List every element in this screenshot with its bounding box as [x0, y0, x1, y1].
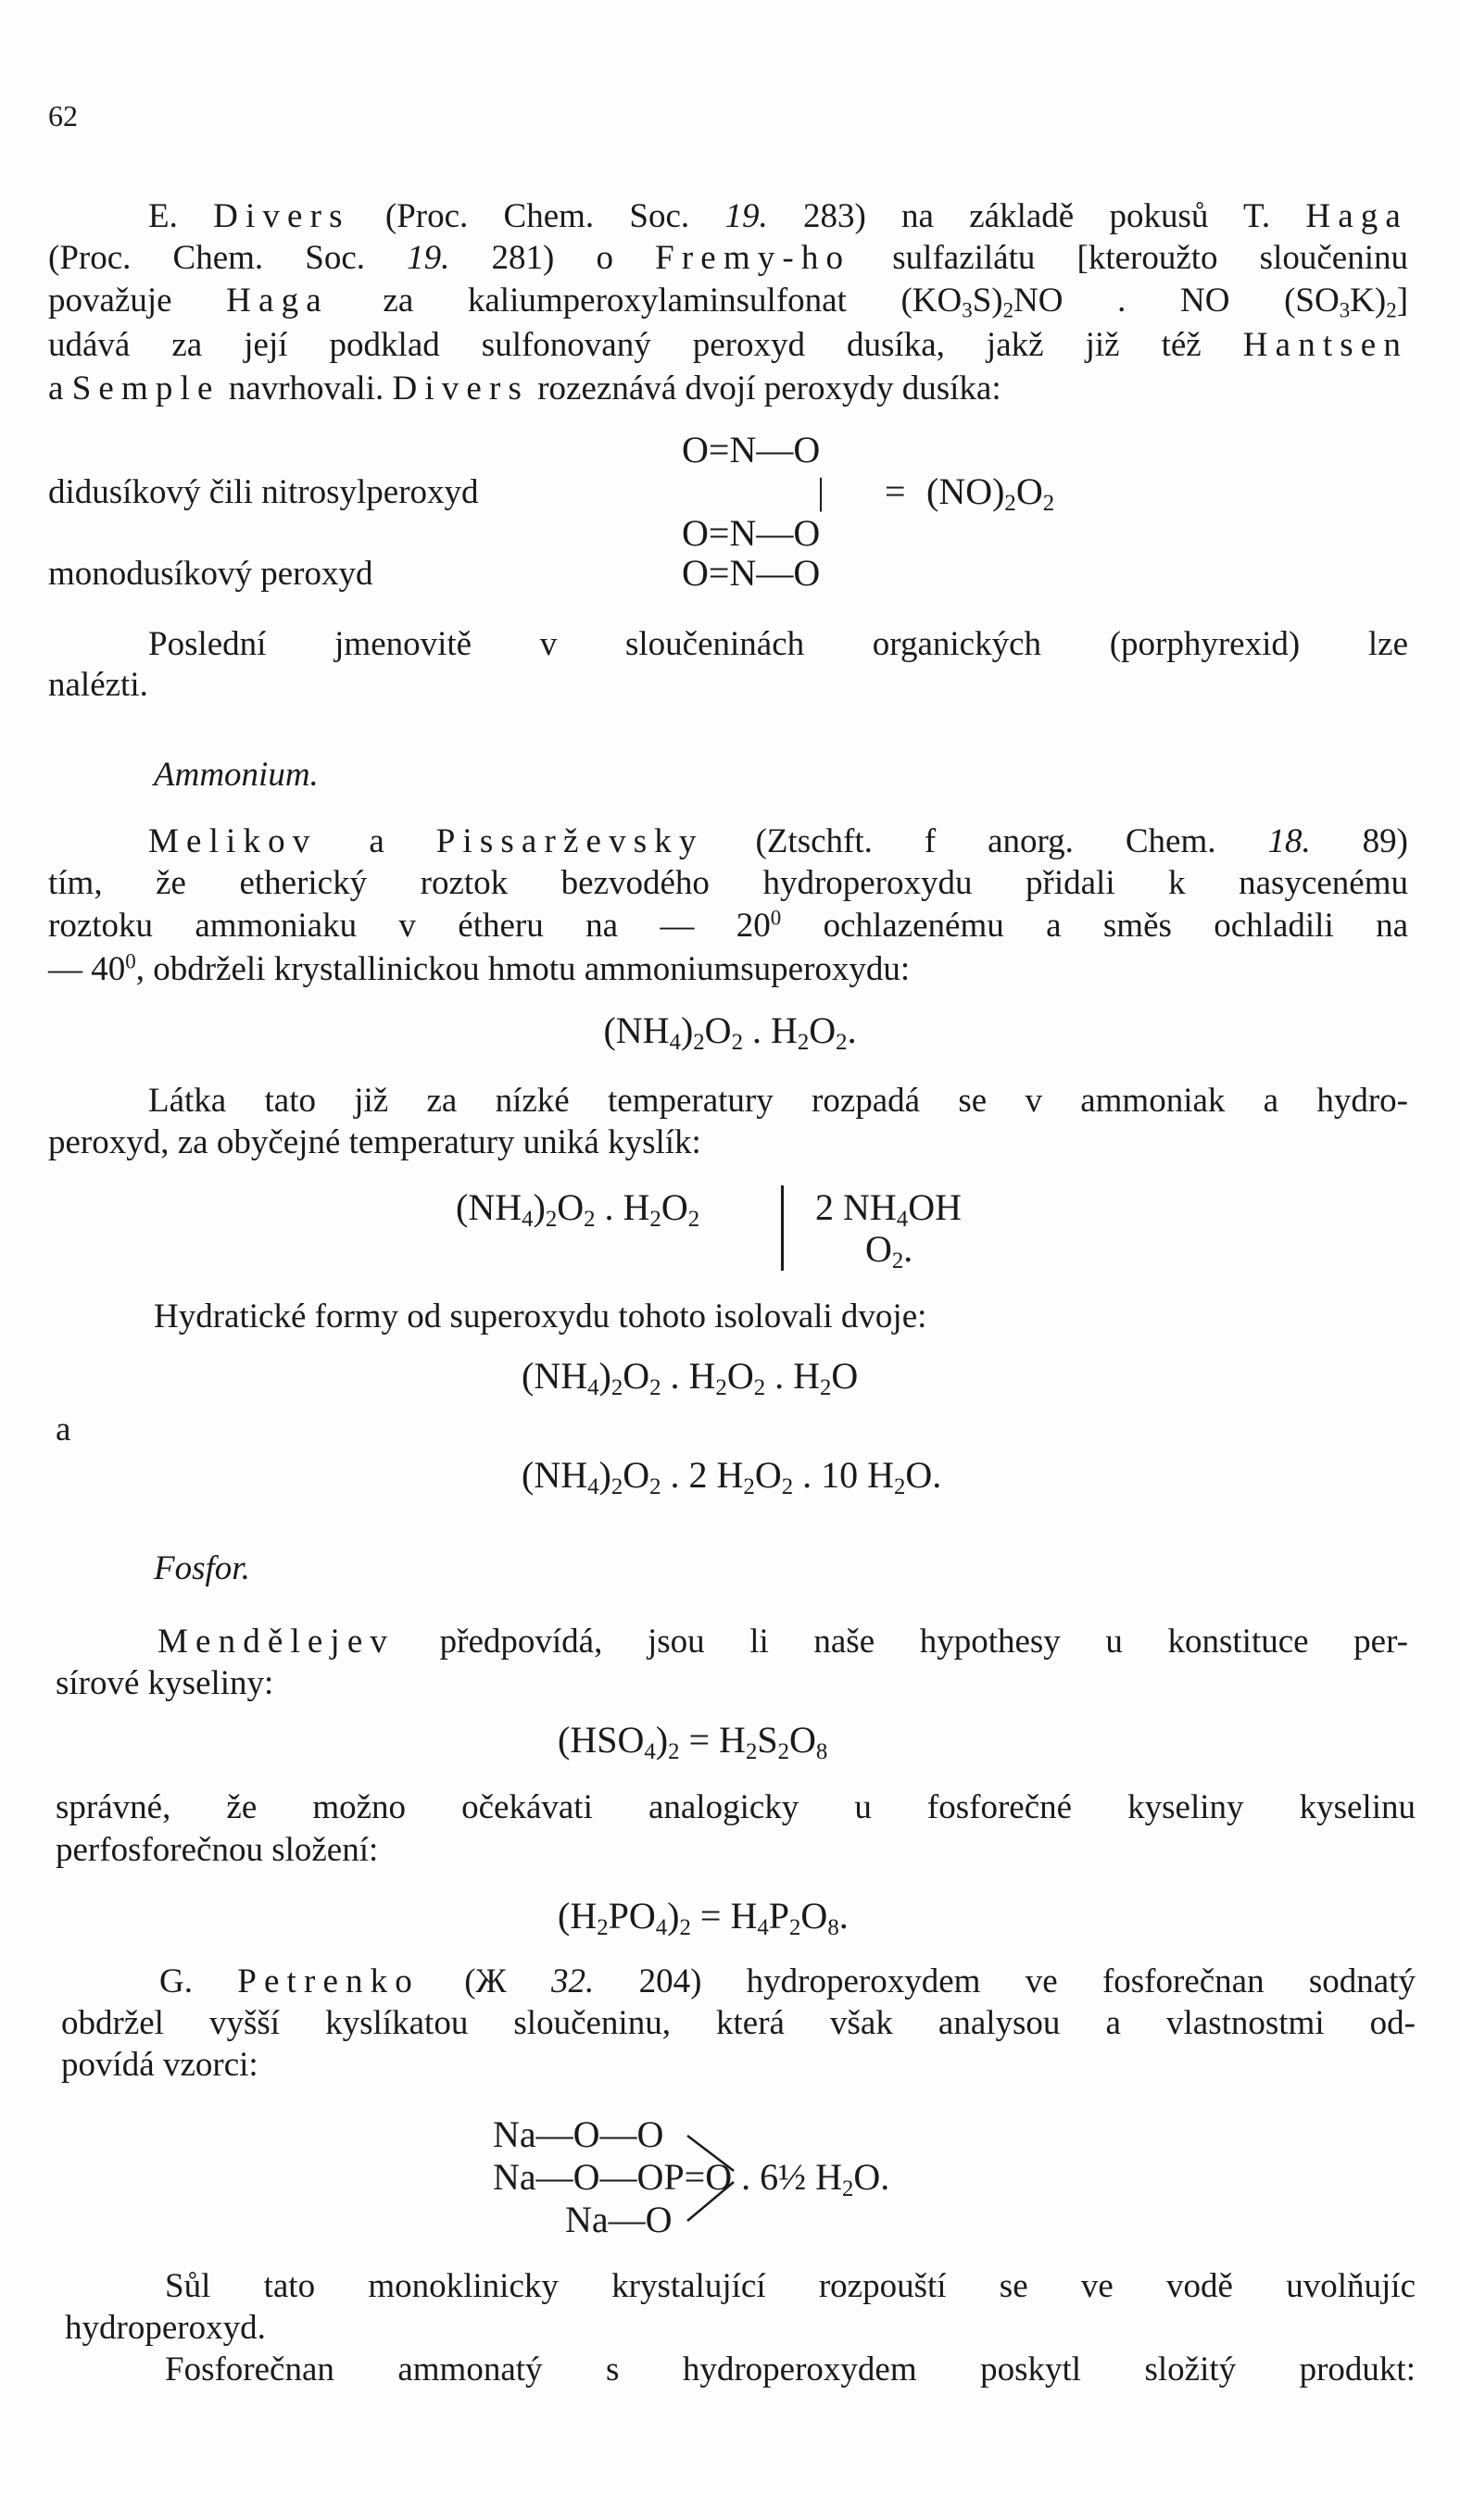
- bond-top: [687, 2136, 734, 2171]
- text-line: peroxyd, za obyčejné temperatury uniká kyslík:: [48, 1123, 701, 1161]
- formula-hydrate-1: $(NH_4)_2O_2$ . $H_2O_2$ . $H_2O$: [522, 1355, 859, 1400]
- formula-bottom: O=N—O: [682, 512, 821, 554]
- section-heading-fosfor: Fosfor.: [154, 1549, 250, 1587]
- page-number: 62: [48, 99, 78, 132]
- text-line: považuje Haga za kaliumperoxylaminsulfonat $(KO_3S)_2NO$ . NO $(SO_3K)_2$]: [48, 282, 1409, 322]
- text-line: sírové kyseliny:: [56, 1664, 274, 1702]
- text-line: Melikov a Pissarževsky (Ztschft. f anorg. Chem. 18. 89): [148, 822, 1408, 860]
- formula-no2o2: $(NO)_2O_2$: [926, 470, 1055, 516]
- bond-bar: |: [817, 470, 825, 512]
- formula-superoxide: $(NH_4)_2O_2$ . $H_2O_2$.: [603, 1009, 857, 1055]
- text-line: Látka tato již za nízké temperatury rozpadá se v ammoniak a hydro-: [148, 1082, 1408, 1120]
- text-line: (Proc. Chem. Soc. 19. 281) o Fremy-ho sulfazilátu [kteroužto sloučeninu: [48, 239, 1408, 277]
- text-line: roztoku ammoniaku v étheru na — $20^0$ ochlazenému a směs ochladili na: [48, 906, 1409, 945]
- formula-perphosphoric: $(H_2PO_4)_2 = H_4P_2O_8$.: [558, 1895, 849, 1940]
- formula-top: O=N—O: [682, 429, 821, 470]
- structure-row-2: Na—O—OP=O . 6½ $H_2O$.: [493, 2156, 890, 2201]
- text-line: a Semple navrhovali. Divers rozeznává dvojí peroxydy dusíka:: [48, 370, 1001, 407]
- equals-sign: =: [885, 470, 906, 512]
- structure-row-1: Na—O—O: [493, 2113, 664, 2155]
- formula-decomp-left: $(NH_4)_2O_2$ . $H_2O_2$: [456, 1186, 700, 1232]
- text-line: obdržel vyšší kyslíkatou sloučeninu, která však analysou a vlastnostmi od-: [61, 2004, 1416, 2042]
- text-line: Mendělejev předpovídá, jsou li naše hypothesy u konstituce per-: [157, 1623, 1408, 1661]
- bond-lines: [667, 2112, 778, 2241]
- text-line: povídá vzorci:: [61, 2046, 258, 2084]
- text-line: E. Divers (Proc. Chem. Soc. 19. 283) na základě pokusů T. Haga: [148, 197, 1408, 235]
- text-line: perfosforečnou složení:: [56, 1831, 379, 1869]
- formula-hydrate-2: $(NH_4)_2O_2$ . 2 $H_2O_2$ . 10 $H_2O$.: [522, 1454, 942, 1499]
- text-line: nalézti.: [48, 666, 148, 704]
- text-line: Sůl tato monoklinicky krystalující rozpouští se ve vodě uvolňujíc: [165, 2267, 1416, 2305]
- section-heading-ammonium: Ammonium.: [154, 756, 319, 794]
- bond-bottom: [687, 2182, 734, 2221]
- structure-row-3: Na—O: [565, 2199, 673, 2240]
- conjunction-a: a: [56, 1410, 71, 1448]
- text-line: Hydratické formy od superoxydu tohoto isolovali dvoje:: [154, 1298, 927, 1335]
- formula-decomp-right1: 2 $NH_4OH$: [815, 1186, 962, 1232]
- text-line: — $40^0$, obdrželi krystallinickou hmotu ammoniumsuperoxydu:: [48, 949, 911, 988]
- text-line: G. Petrenko (Ж 32. 204) hydroperoxydem ve fosforečnan sodnatý: [159, 1962, 1416, 2000]
- formula-mono: O=N—O: [682, 552, 821, 594]
- formula-decomp-right2: $O_2$.: [865, 1228, 913, 1273]
- text-line: Poslední jmenovitě v sloučeninách organických (porphyrexid) lze: [148, 625, 1408, 663]
- text-line: tím, že etherický roztok bezvodého hydroperoxydu přidali k nasycenému: [48, 864, 1408, 902]
- label-monodusikovy: monodusíkový peroxyd: [48, 555, 373, 593]
- text-line: správné, že možno očekávati analogicky u fosforečné kyseliny kyselinu: [56, 1788, 1416, 1826]
- formula-persulfuric: $(HSO_4)_2 = H_2S_2O_8$: [558, 1719, 828, 1764]
- text-line: udává za její podklad sulfonovaný peroxyd dusíka, jakž již též Hantsen: [48, 326, 1408, 364]
- text-line: hydroperoxyd.: [65, 2309, 266, 2347]
- text-line: Fosforečnan ammonatý s hydroperoxydem poskytl složitý produkt:: [165, 2351, 1416, 2388]
- label-nitrosylperoxyd: didusíkový čili nitrosylperoxyd: [48, 473, 479, 511]
- separator-line: [781, 1185, 784, 1271]
